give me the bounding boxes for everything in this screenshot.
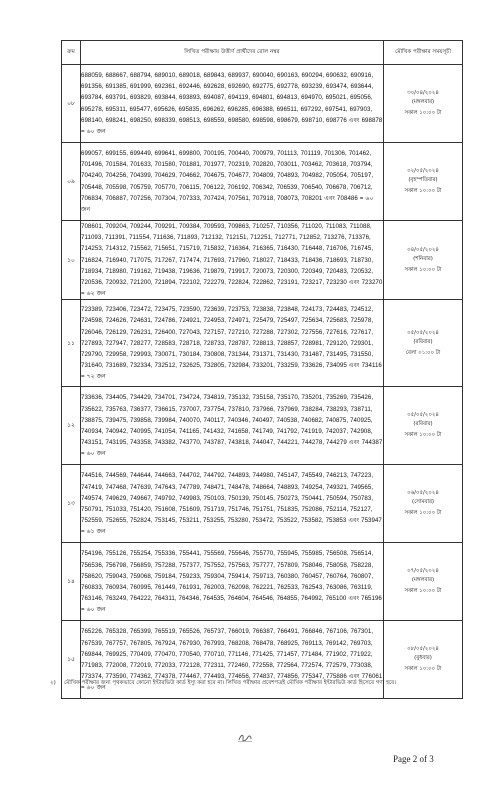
table-row <box>62 143 463 221</box>
header-roll-numbers: লিখিত পরীক্ষায় উত্তীর্ণ প্রার্থীদের রোল নম্বর <box>81 41 384 65</box>
table-row <box>62 65 463 143</box>
schedule-time: সকাল ১০:০০ টা <box>404 110 442 116</box>
row-schedule <box>384 143 463 221</box>
row-roll-numbers: 699057, 699155, 699449, 699641, 699800, 700195, 700440, 700979, 701113, 701119, 701306, 701462, 701496, 701584, 701633, 701580, 701881, 701977, 702319, 702820, 703011, 703462, 703618, 703794, 704240, 704256, 704399, 704629, 704662, 704675, 704677, 704809, 704893, 704982, 705054, 705197, 705448, 705598, 705759, 705770, 706115, 706122, 706192, 706342, 706539, 706540, 706678, 706712, 706834, 706887, 707256, 707304, 707333, 707424, 707561, 707918, 708073, 708201 এবং 708486 = ৬০ জন <box>81 143 384 221</box>
schedule-date: ০২/০৫/২০২৪ <box>407 168 439 174</box>
table-row <box>62 387 463 465</box>
schedule-day: (রবিবার) <box>413 421 433 428</box>
header-schedule: মৌখিক পরীক্ষার সময়সূচী <box>384 41 463 65</box>
table-row <box>62 221 463 300</box>
footnote-number: ২) <box>50 680 56 686</box>
schedule-time: সকাল ১০:০০ টা <box>404 188 442 194</box>
schedule-date: ০৪/০৫/২০২৪ <box>407 246 439 253</box>
schedule-date: ০৫/০৫/২০২৪ <box>407 412 439 419</box>
row-schedule <box>384 543 463 621</box>
schedule-time: সকাল ১০:০০ টা <box>404 588 442 595</box>
row-serial: ০৯ <box>62 143 81 221</box>
schedule-time: বেলা ০১:০০ টা <box>405 349 441 356</box>
row-schedule <box>384 465 463 543</box>
row-serial: ১০ <box>62 221 81 300</box>
schedule-time: সকাল ১০:০০ টা <box>404 666 442 673</box>
row-serial: ১২ <box>62 387 81 465</box>
schedule-day: (সোমবার) <box>411 499 435 506</box>
row-serial: ১৫ <box>62 621 81 699</box>
row-schedule <box>384 300 463 387</box>
table-row <box>62 465 463 543</box>
schedule-date: ০৭/০৫/২০২৪ <box>407 568 439 575</box>
table-row <box>62 300 463 387</box>
schedule-date: ০৬/০৫/২০২৪ <box>407 490 439 497</box>
row-roll-numbers: 765226, 765328, 765399, 765519, 765526, 765737, 766019, 766387, 766491, 766846, 767106, 767301, 767539, 767757, 767805, 767924, 767930, 767993, 768208, 768478, 768925, 769113, 769142, 769703, 769844, 769925, 770409, 770470, 770540, 770710, 771146, 771425, 771457, 771484, 771902, 771922, 771983, 772008, 772019, 772033, 772128, 772311, 772460, 772558, 772564, 772574, 772579, 773038, 773374, 773590, 774362, 774378, 774467, 774493, 774656, 774837, 774856, 775347, 775886 এবং 776061 = ৬০ জন <box>81 621 384 699</box>
schedule-day: (মঙ্গলবার) <box>411 99 435 105</box>
header-serial: ক্রম <box>62 41 81 65</box>
schedule-date: ৩০/০৪/২০২৪ <box>407 90 439 96</box>
row-schedule <box>384 387 463 465</box>
row-serial: ১৪ <box>62 543 81 621</box>
schedule-date: ০৮/০৫/২০২৪ <box>407 646 439 653</box>
schedule-day: (শনিবার) <box>413 255 433 262</box>
row-roll-numbers: 688059, 688667, 688794, 689010, 689018, 689843, 689937, 690040, 690163, 690294, 690632, 690916, 691356, 691385, 691999, 692361, 692446, 692628, 692690, 692775, 692778, 693239, 693474, 693644, 693784, 693791, 693829, 693844, 693893, 694087, 694119, 694801, 694813, 694970, 695021, 695056, 695278, 695311, 695477, 695626, 695835, 696262, 696285, 696388, 696511, 697292, 697541, 697903, 698140, 698241, 698250, 698339, 698513, 698559, 698580, 698598, 698679, 698710, 698776 এবং 698878 = ৬০ জন <box>81 65 384 143</box>
schedule-day: (বুধবার) <box>414 655 432 662</box>
schedule-time: সকাল ১০:০০ টা <box>404 510 442 517</box>
schedule-date: ০৫/০৫/২০২৪ <box>407 329 439 336</box>
row-roll-numbers: 744516, 744569, 744644, 744663, 744702, 744792, 744893, 744980, 745147, 745549, 746213, 747223, 747419, 747468, 747639, 747643, 747789, 748471, 748478, 748664, 748893, 749254, 749321, 749565, 749574, 749629, 749667, 749792, 749983, 750103, 750139, 750145, 750273, 750441, 750594, 750783, 750791, 751033, 751420, 751608, 751609, 751719, 751746, 751751, 751835, 752086, 752114, 752127, 752559, 752655, 752824, 753145, 753211, 753255, 753280, 753472, 753522, 753582, 753853 এবং 753947 = ৬১ জন <box>81 465 384 543</box>
schedule-day: (রবিবার) <box>413 338 433 345</box>
schedule-time: সকাল ১০:০০ টা <box>404 266 442 273</box>
initials-signature <box>237 733 253 743</box>
row-serial: ০৮ <box>62 65 81 143</box>
interview-schedule-table <box>61 40 463 699</box>
schedule-day: (মঙ্গলবার) <box>411 577 435 584</box>
schedule-day: (বৃহস্পতিবার) <box>408 177 438 183</box>
schedule-time: সকাল ১০:০০ টা <box>404 432 442 439</box>
footnote-text: মৌখিক পরীক্ষার জন্য পৃথকভাবে কোনো ইন্টারভিউ কার্ড ইস্যু করা হবে না। লিখিত পরীক্ষার প্রবেশপত্রই মৌখিক পরীক্ষার ইন্টারভিউ কার্ড হিসেবে গণ্য হবে। <box>64 680 397 686</box>
row-roll-numbers: 754196, 755126, 755254, 755336, 755441, 755569, 755646, 755770, 755945, 755985, 756508, 756514, 756536, 756798, 756859, 757288, 757377, 757552, 757563, 757777, 757809, 758046, 758058, 758228, 758620, 759043, 759068, 759184, 759233, 759304, 759414, 759713, 760380, 760457, 760764, 760807, 760833, 760934, 760995, 761449, 761931, 762003, 762098, 762221, 762533, 762543, 763086, 763119, 763146, 763249, 764222, 764311, 764346, 764535, 764604, 764546, 764855, 764992, 765100 এবং 765196 = ৬০ জন <box>81 543 384 621</box>
table-row <box>62 543 463 621</box>
row-roll-numbers: 733636, 734405, 734429, 734701, 734724, 734819, 735132, 735158, 735170, 735201, 735269, 735426, 735622, 735763, 736377, 736615, 737007, 737754, 737810, 737966, 737969, 738284, 738293, 738711, 738875, 739475, 739858, 739984, 740070, 740117, 740346, 740497, 740538, 740682, 740875, 740925, 740934, 740942, 740995, 741054, 741165, 741432, 741658, 741749, 741792, 741919, 742037, 742908, 743151, 743195, 743358, 743382, 743770, 743787, 743818, 744047, 744221, 744278, 744279 এবং 744387 = ৬০ জন <box>81 387 384 465</box>
row-schedule <box>384 221 463 300</box>
table-header-row <box>62 41 463 65</box>
page-number: Page 2 of 3 <box>393 754 434 764</box>
row-roll-numbers: 723389, 723406, 723472, 723475, 723590, 723639, 723753, 723838, 723848, 724173, 724483, 724512, 724598, 724626, 724631, 724786, 724921, 724953, 724971, 725479, 725497, 725634, 725683, 725978, 726046, 726129, 726231, 726400, 727043, 727157, 727210, 727288, 727302, 727556, 727616, 727617, 727893, 727947, 728277, 728583, 728718, 728733, 728787, 728813, 728857, 728981, 729120, 729301, 729790, 729958, 729993, 730071, 730184, 730808, 731344, 731371, 731430, 731487, 731495, 731550, 731640, 731689, 732334, 732512, 732625, 732805, 732984, 733201, 733259, 733626, 734095 এবং 734116 = ৭২ জন <box>81 300 384 387</box>
row-serial: ১৩ <box>62 465 81 543</box>
row-schedule <box>384 65 463 143</box>
row-roll-numbers: 708601, 709204, 709244, 709291, 709384, 709593, 709863, 710257, 710356, 711020, 711083, 711088, 711093, 711391, 711554, 711636, 711893, 712132, 712151, 712251, 712771, 712852, 713276, 713376, 714253, 714312, 715562, 715651, 715719, 715832, 716364, 716365, 716430, 716448, 716706, 716745, 716824, 716940, 717075, 717267, 717474, 717693, 717960, 718027, 718433, 718436, 718693, 718730, 718934, 718980, 719162, 719438, 719636, 719879, 719917, 720073, 720300, 720349, 720483, 720532, 720536, 720932, 721200, 721894, 722102, 722279, 722824, 722862, 723191, 723217, 723230 এবং 723270 = ৬২ জন <box>81 221 384 300</box>
row-serial: ১১ <box>62 300 81 387</box>
